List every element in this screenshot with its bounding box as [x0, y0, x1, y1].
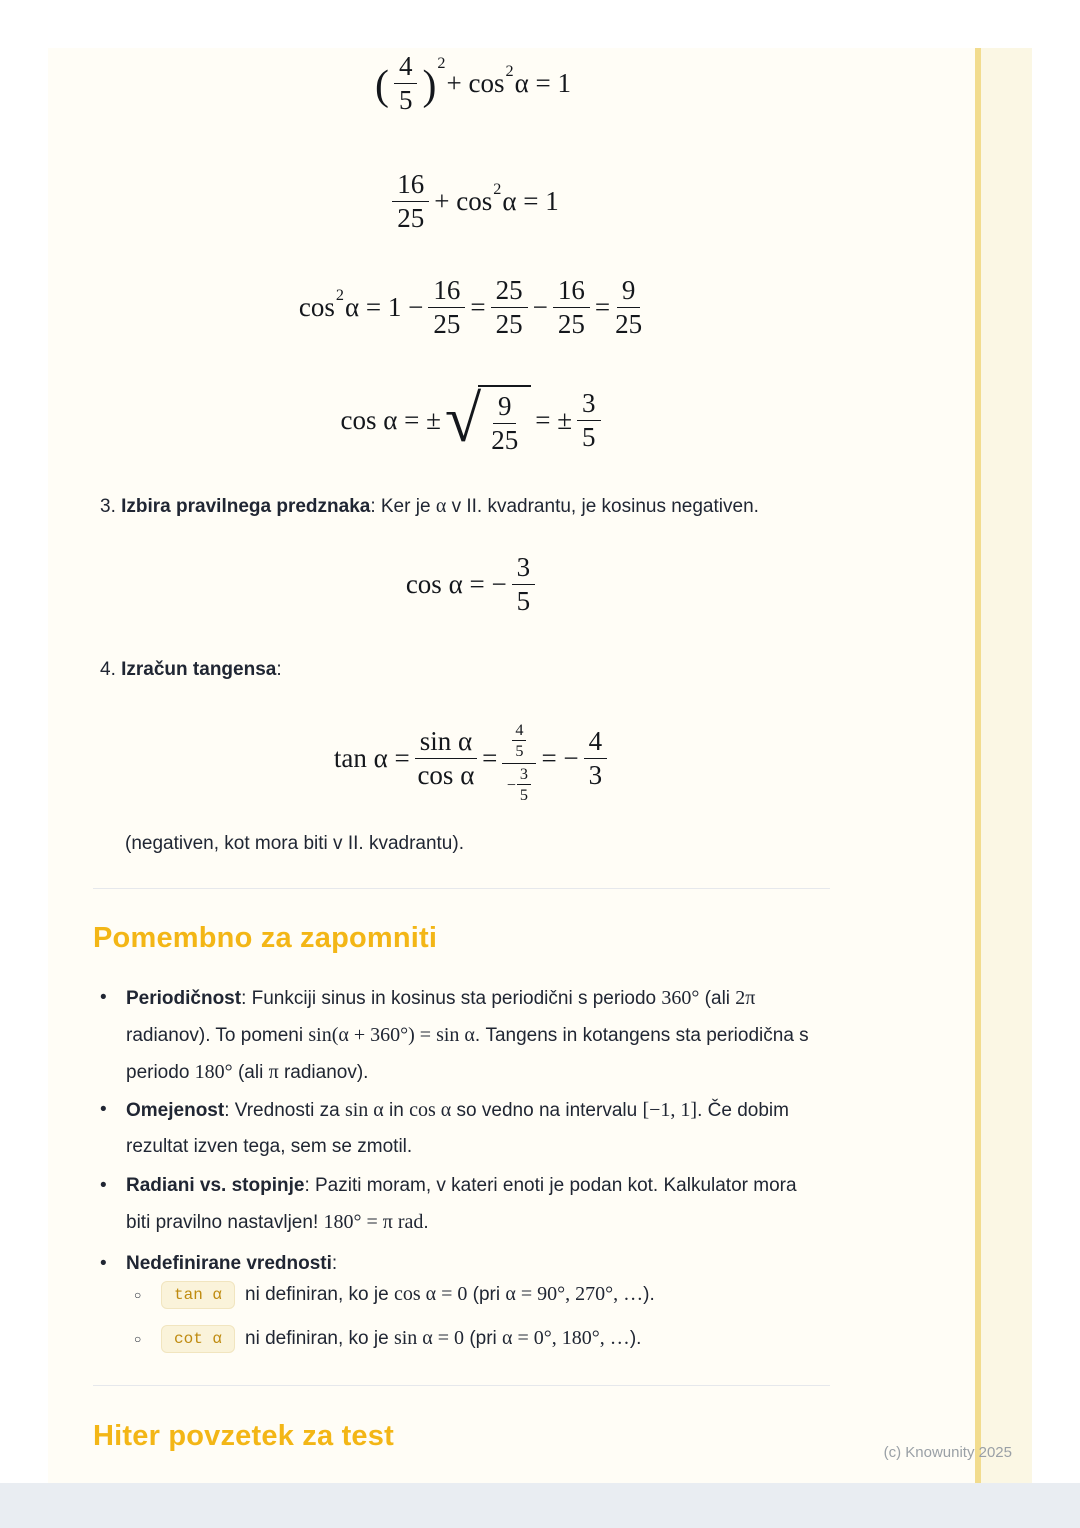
circle-bullet-icon: ○ — [134, 1287, 142, 1302]
sub-list-item: ○ cot α ni definiran, ko je sin α = 0 (pri α = 0°, 180°, …). — [134, 1323, 641, 1354]
section-title-important: Pomembno za zapomniti — [93, 922, 438, 954]
fraction: $\frac{9}{25}$ — [615, 275, 643, 340]
fraction: $\frac{4}{3}$ — [584, 727, 608, 790]
fraction: $\frac{3}{5}$ — [577, 389, 601, 452]
equation-substitution: ( $\frac{4}{5}$ ) 2 + cos 2 α = 1 — [375, 51, 571, 116]
fraction: $\frac{25}{25}$ — [491, 276, 528, 339]
bullet-icon: • — [100, 1099, 107, 1120]
section-divider — [93, 888, 830, 889]
complex-fraction — [502, 712, 536, 805]
page-edge-panel — [981, 48, 1032, 1483]
equation-cos-sqrt: cos α = ± √ $\frac{9}{25}$ = ± $\frac{3}{5}$ — [93, 385, 853, 455]
square-root — [445, 385, 531, 455]
fraction: $\frac{3}{5}$ — [512, 553, 536, 616]
note-text: (negativen, kot mora biti v II. kvadrantu). — [125, 833, 464, 854]
bullet-icon: • — [100, 1175, 107, 1196]
fraction: $\frac{4}{5}$ — [512, 722, 526, 761]
exponent: 2 — [493, 180, 502, 199]
fraction: $\frac{4}{5}$ — [394, 52, 418, 115]
step-3-text: 3. Izbira pravilnega predznaka: Ker je α v II. kvadrantu, je kosinus negativen. — [100, 495, 759, 517]
circle-bullet-icon: ○ — [134, 1331, 142, 1346]
equation-cos-squared-solve: cos 2 α = 1 − $\frac{16}{25}$ = $\frac{25}{25}$ − $\frac{16}{25}$ = $\frac{9}{25}$ — [298, 275, 643, 340]
exponent: 2 — [335, 286, 345, 305]
equation-squared-value: $\frac{16}{25}$ + cos 2 α = 1 — [93, 170, 853, 233]
fraction: $\frac{3}{5}$ — [517, 766, 531, 805]
sub-list-item: ○ tan α ni definiran, ko je cos α = 0 (pri α = 90°, 270°, …). — [134, 1279, 655, 1310]
page-background-band — [0, 1483, 1080, 1528]
minus-sign: − — [506, 775, 516, 794]
exponent: 2 — [437, 53, 446, 72]
fraction: $\frac{16}{25}$ — [392, 170, 429, 233]
equation-cos-result: cos α = − $\frac{3}{5}$ — [93, 553, 853, 616]
code-chip-cot: cot α — [161, 1325, 235, 1353]
list-item: • Periodičnost: Funkciji sinus in kosinus sta periodični s periodo 360° (ali 2π radianov). To pomeni sin(α + 360°) = sin α. Tangens in kotangens sta periodična s periodo 180° (ali π radianov). — [100, 980, 824, 1091]
bullet-icon: • — [100, 1253, 107, 1274]
fraction: $\frac{\text{sin α}}{\text{cos α}}$ — [415, 727, 477, 790]
fraction: $\frac{9}{25}$ — [491, 391, 519, 456]
section-divider — [93, 1385, 830, 1386]
radical-symbol: √ — [444, 383, 482, 457]
equation-tan-result: tan α = $\frac{\text{sin α}}{\text{cos α}}$ = $\frac{4}{5}$ − $\frac{3}{5}$ = − $\frac{4}{3}$ — [93, 712, 853, 805]
list-item: • Nedefinirane vrednosti: — [100, 1246, 824, 1282]
code-chip-tan: tan α — [161, 1281, 235, 1309]
fraction: $\frac{16}{25}$ — [553, 276, 590, 339]
step-4-text: 4. Izračun tangensa: — [100, 659, 282, 680]
exponent: 2 — [505, 62, 514, 81]
section-title-summary: Hiter povzetek za test — [93, 1420, 394, 1452]
list-item: • Radiani vs. stopinje: Paziti moram, v kateri enoti je podan kot. Kalkulator mora biti pravilno nastavljen! 180° = π rad. — [100, 1168, 824, 1241]
bullet-icon: • — [100, 987, 107, 1008]
copyright-watermark: (c) Knowunity 2025 — [883, 1444, 1012, 1461]
list-item: • Omejenost: Vrednosti za sin α in cos α so vedno na intervalu [−1, 1]. Če dobim rezultat izven tega, sem se zmotil. — [100, 1092, 824, 1165]
fraction: $\frac{16}{25}$ — [428, 276, 465, 339]
